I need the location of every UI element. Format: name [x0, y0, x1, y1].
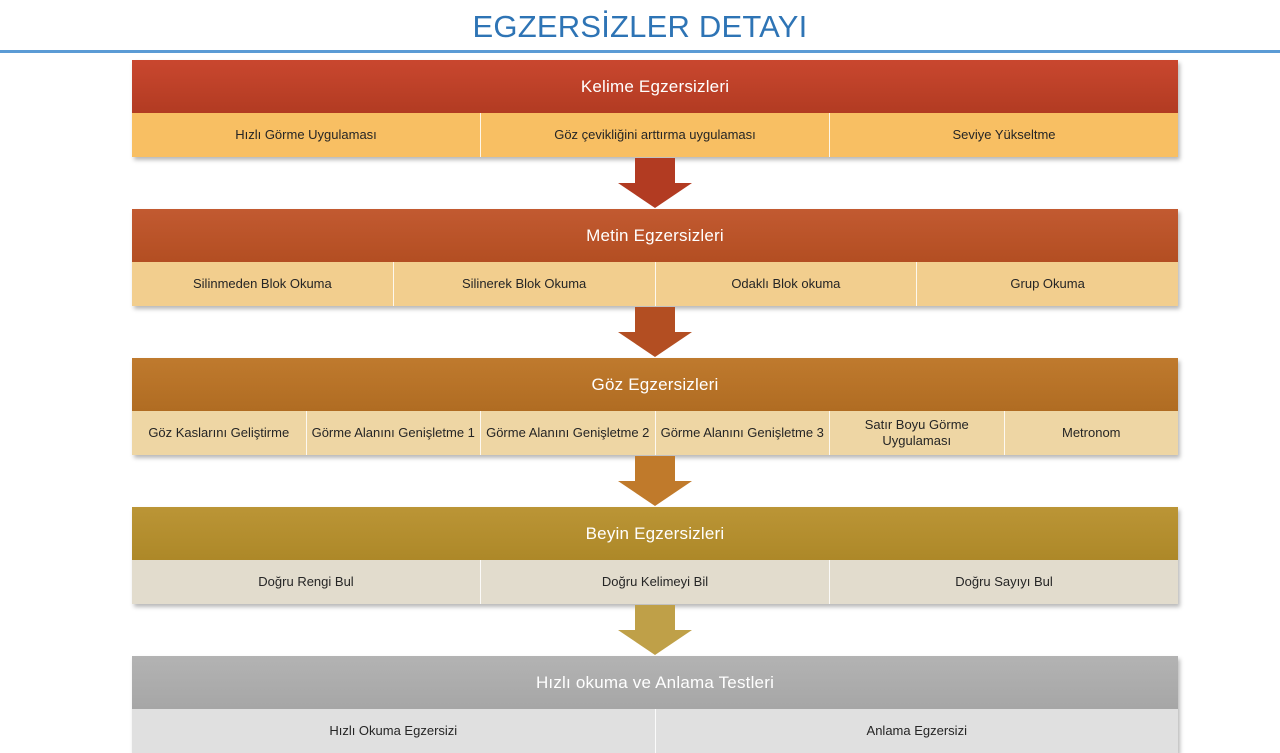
title-divider [0, 50, 1280, 53]
arrow-shaft [635, 456, 675, 482]
list-item[interactable]: Doğru Rengi Bul [132, 560, 481, 604]
list-item[interactable]: Seviye Yükseltme [952, 127, 1056, 143]
list-item[interactable]: Silinerek Blok Okuma [394, 262, 656, 306]
diagram-block-kelime[interactable] [132, 60, 1178, 157]
diagram-block-testler[interactable] [132, 656, 1178, 753]
block-header: Kelime Egzersizleri [132, 60, 1178, 113]
list-item[interactable]: Odaklı Blok okuma [656, 262, 918, 306]
arrow-shaft [635, 307, 675, 333]
page-title: EGZERSİZLER DETAYI [472, 9, 808, 44]
down-arrow-icon [618, 456, 692, 506]
block-item-list [132, 262, 1178, 306]
down-arrow-icon [618, 605, 692, 655]
list-item[interactable]: Doğru Kelimeyi Bil [481, 560, 830, 604]
diagram-block-metin[interactable] [132, 209, 1178, 306]
block-header: Göz Egzersizleri [132, 358, 1178, 411]
arrow-connector-1 [132, 157, 1178, 209]
block-header: Metin Egzersizleri [132, 209, 1178, 262]
list-item[interactable]: Silinmeden Blok Okuma [132, 262, 394, 306]
list-item[interactable]: Göz çevikliğini arttırma uygulaması [481, 113, 830, 157]
down-arrow-icon [618, 158, 692, 208]
list-item[interactable]: Satır Boyu Görme Uygulaması [830, 411, 1005, 455]
arrow-shaft [635, 605, 675, 631]
diagram-block-goz[interactable] [132, 358, 1178, 455]
arrow-head [618, 481, 692, 506]
list-item[interactable]: Görme Alanını Genişletme 2 [481, 411, 656, 455]
block-item-list [132, 560, 1178, 604]
list-item[interactable]: Grup Okuma [1010, 276, 1085, 292]
list-item[interactable]: Hızlı Görme Uygulaması [132, 113, 481, 157]
list-item[interactable]: Hızlı Okuma Egzersizi [132, 709, 656, 753]
exercise-flow-diagram [132, 60, 1178, 753]
block-header: Hızlı okuma ve Anlama Testleri [132, 656, 1178, 709]
block-item-list [132, 113, 1178, 157]
block-header: Beyin Egzersizleri [132, 507, 1178, 560]
arrow-head [618, 630, 692, 655]
arrow-shaft [635, 158, 675, 184]
arrow-connector-4 [132, 604, 1178, 656]
block-item-list [132, 411, 1178, 455]
list-item[interactable]: Görme Alanını Genişletme 1 [307, 411, 482, 455]
down-arrow-icon [618, 307, 692, 357]
list-item[interactable]: Metronom [1061, 425, 1121, 441]
list-item[interactable]: Göz Kaslarını Geliştirme [132, 411, 307, 455]
arrow-head [618, 183, 692, 208]
arrow-connector-3 [132, 455, 1178, 507]
list-item[interactable]: Doğru Sayıyı Bul [955, 574, 1053, 590]
diagram-block-beyin[interactable] [132, 507, 1178, 604]
list-item[interactable]: Görme Alanını Genişletme 3 [656, 411, 831, 455]
arrow-head [618, 332, 692, 357]
block-item-list [132, 709, 1178, 753]
arrow-connector-2 [132, 306, 1178, 358]
list-item[interactable]: Anlama Egzersizi [866, 723, 967, 739]
